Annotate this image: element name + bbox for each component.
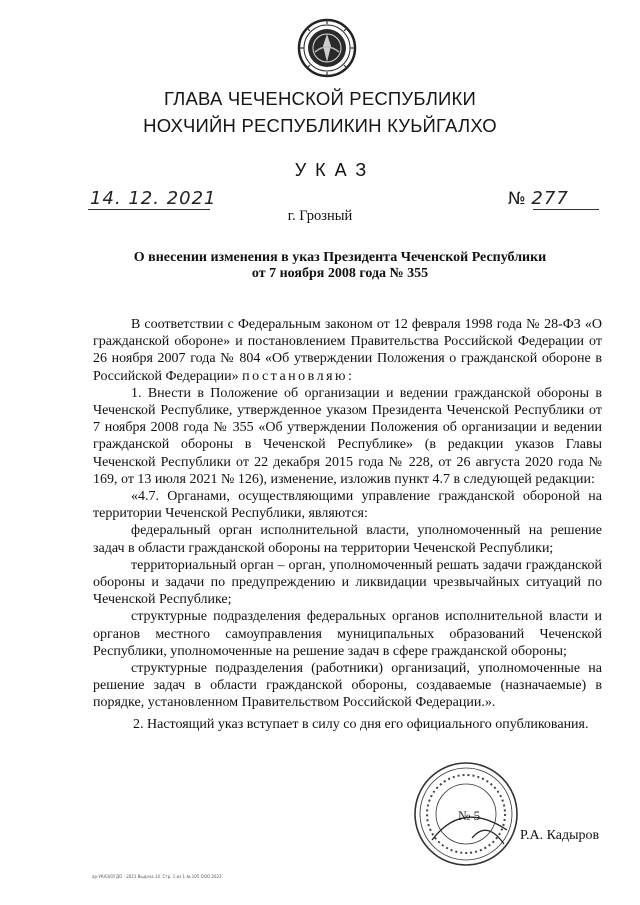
decree-body: [93, 316, 602, 733]
paragraph-1: 1. Внести в Положение об организации и ведении гражданской обороны в Чеченской Республике, утвержденное указом Президента Чеченской Республики от 7 ноября 2008 года № 355 «Об утверждении Положения об организации и ведении гражданской обороны в Чеченской Республике» (в редакции указов Главы Чеченской Республики от 22 декабря 2015 года № 228, от 26 августа 2020 года № 169, от 13 июля 2021 № 126), изменение, изложив пункт 4.7 в следующей редакции:: [93, 385, 602, 487]
emblem-icon: [297, 16, 357, 80]
stamp-number: № 5: [458, 808, 481, 823]
paragraph-structural-divisions: структурные подразделения федеральных органов исполнительной власти и органов местного самоуправления муниципальных образований Чеченской Республики, уполномоченные на решение задач в сфере гражданской обороны;: [93, 609, 602, 659]
header-line-1: ГЛАВА ЧЕЧЕНСКОЙ РЕСПУБЛИКИ: [163, 88, 477, 109]
decree-word: постановляю:: [242, 368, 355, 384]
header-line-2: НОХЧИЙН РЕСПУБЛИКИН КУЬЙГАЛХО: [143, 115, 497, 136]
preamble-text: В соответствии с Федеральным законом от 12 февраля 1998 года № 28-ФЗ «О гражданской обороне» и постановлением Правительства Российской Федерации от 26 ноября 2007 года № 804 «Об утверждении Положения о гражданской обороне в Российской Федерации»: [93, 317, 602, 384]
title-line-2: от 7 ноября 2008 года № 355: [251, 266, 429, 281]
paragraph-4-7: «4.7. Органами, осуществляющими управление гражданской обороной на территории Чеченской Республики, являются:: [93, 489, 602, 522]
paragraph-organizations: структурные подразделения (работники) организаций, уполномоченные на решение задач в области гражданской обороны, создаваемые (назначаемые) в порядке, установленном Правительством Российской Федерации.».: [93, 661, 602, 711]
preamble-paragraph: [93, 316, 602, 385]
seal-stamp: [412, 760, 520, 868]
footer-text: ар-УКАЗ/ОГДО - 2021 Выдача 14. Стр. 1 из 1 № 105 ООО 2023: [92, 874, 222, 879]
paragraph-territorial-organ: территориальный орган – орган, уполномоченный решать задачи гражданской обороны и задачи по предупреждению и ликвидации чрезвычайных ситуаций по Чеченской Республике;: [93, 557, 602, 608]
paragraph-federal-organ: федеральный орган исполнительной власти, уполномоченный на решение задач в области гражданской обороны на территории Чеченской Республики;: [93, 523, 602, 556]
decree-title: [100, 250, 580, 282]
number-value: 277: [531, 188, 569, 209]
paragraph-2: 2. Настоящий указ вступает в силу со дня его официального опубликования.: [133, 716, 589, 732]
document-type: УКАЗ: [294, 160, 376, 180]
number-label: №: [508, 189, 526, 209]
decree-date: 14. 12. 2021: [90, 188, 217, 209]
decree-number: [508, 188, 569, 209]
city: г. Грозный: [287, 208, 353, 224]
title-line-1: О внесении изменения в указ Президента Чеченской Республики: [133, 250, 547, 265]
signature-name: Р.А. Кадыров: [520, 828, 600, 843]
